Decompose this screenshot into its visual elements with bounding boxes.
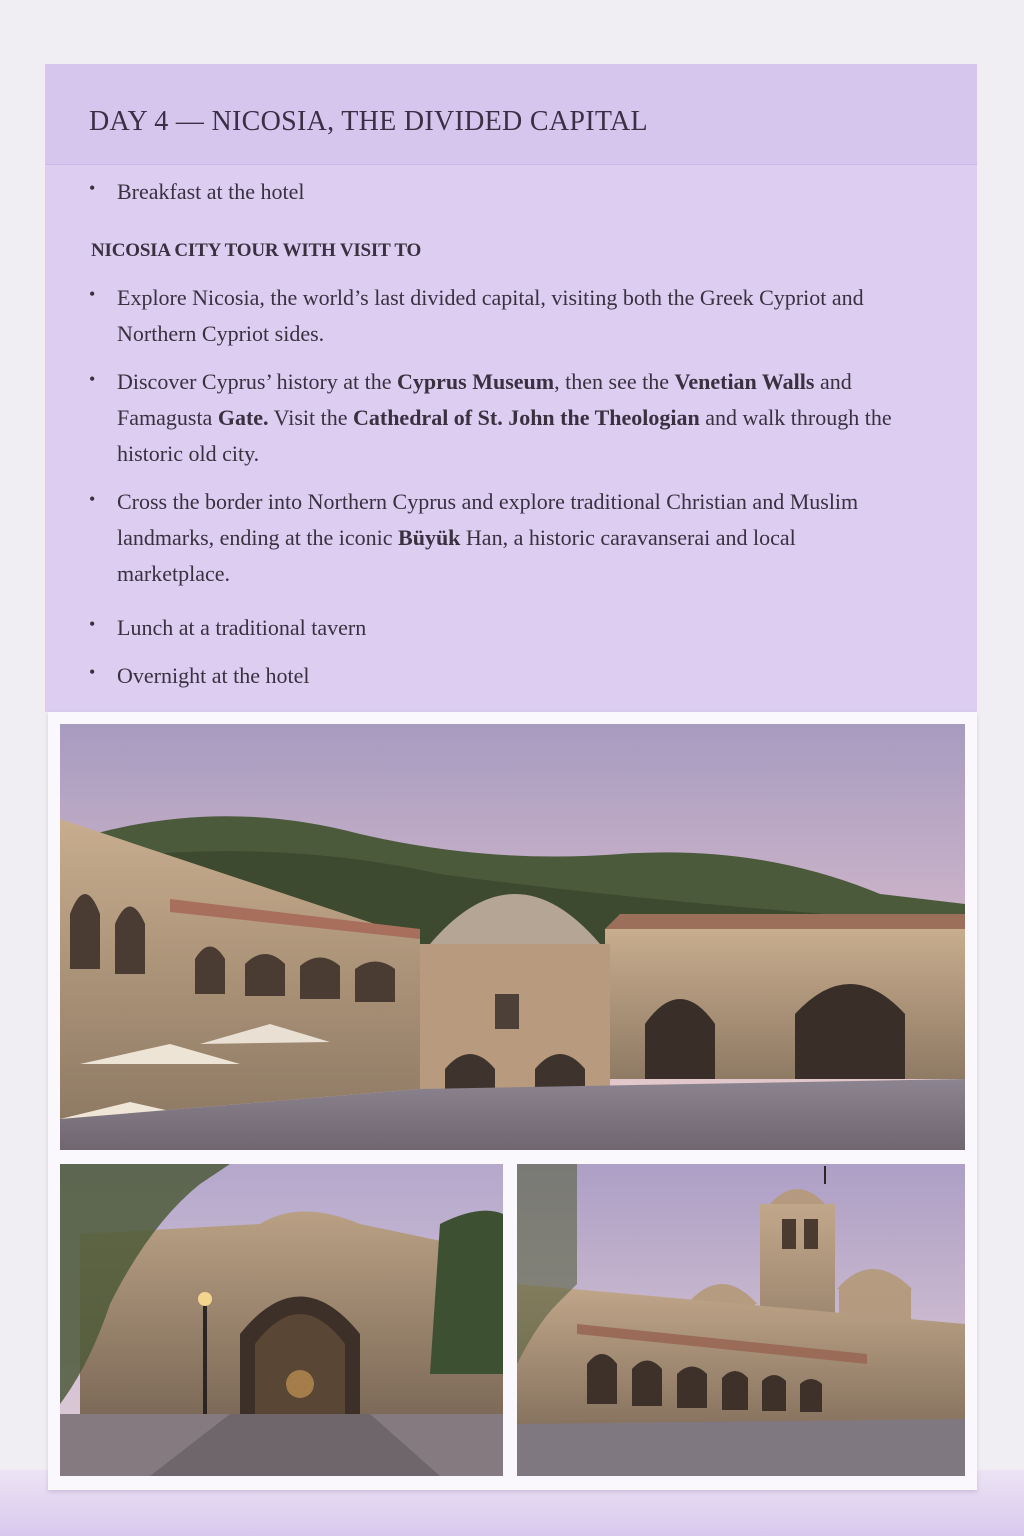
cathedral-illustration xyxy=(517,1164,965,1476)
photo-buyuk-han xyxy=(60,724,965,1150)
gate-illustration xyxy=(60,1164,503,1476)
itinerary-card xyxy=(45,64,977,712)
text-run: and walk through the historic old city. xyxy=(117,405,892,466)
text-run: Discover Cyprus’ history at the xyxy=(117,369,398,394)
bullet-icon: • xyxy=(89,614,96,634)
text-run: , then see the xyxy=(554,369,675,394)
list-item-cross-border xyxy=(117,484,907,592)
bullet-icon: • xyxy=(89,369,96,389)
buyuk-bold: Büyük xyxy=(398,525,461,550)
photo-famagusta-gate xyxy=(60,1164,503,1476)
text-run: Cross the border into Northern Cyprus and explore traditional Christian and Muslim landmarks, ending at the iconic xyxy=(117,489,859,550)
bullet-icon: • xyxy=(89,178,96,198)
day-title: DAY 4 — NICOSIA, THE DIVIDED CAPITAL xyxy=(89,106,648,137)
gate-bold: Gate. xyxy=(217,405,269,430)
day-header xyxy=(45,64,977,165)
text-run: Han, a historic caravanserai and local marketplace. xyxy=(117,525,796,586)
list-item-breakfast: Breakfast at the hotel xyxy=(117,179,305,204)
list-item-lunch: Lunch at a traditional tavern xyxy=(117,615,367,640)
caravanserai-illustration xyxy=(60,724,965,1150)
cyprus-museum-bold: Cyprus Museum xyxy=(397,369,555,394)
tour-heading: NICOSIA CITY TOUR WITH VISIT TO xyxy=(91,240,422,261)
photo-cathedral xyxy=(517,1164,965,1476)
bullet-icon: • xyxy=(89,662,96,682)
cathedral-bold: Cathedral of St. John the Theologian xyxy=(352,405,700,430)
venetian-walls-bold: Venetian Walls xyxy=(674,369,815,394)
list-item-overnight: Overnight at the hotel xyxy=(117,663,310,688)
bullet-icon: • xyxy=(89,489,96,509)
bullet-icon: • xyxy=(89,284,96,304)
text-run: and Famagusta xyxy=(117,369,852,430)
list-item-explore: Explore Nicosia, the world’s last divided capital, visiting both the Greek Cypriot and Northern Cypriot sides. xyxy=(117,285,864,346)
text-run: Visit the xyxy=(268,405,353,430)
list-item-discover xyxy=(117,364,907,472)
photo-collage xyxy=(48,712,977,1490)
